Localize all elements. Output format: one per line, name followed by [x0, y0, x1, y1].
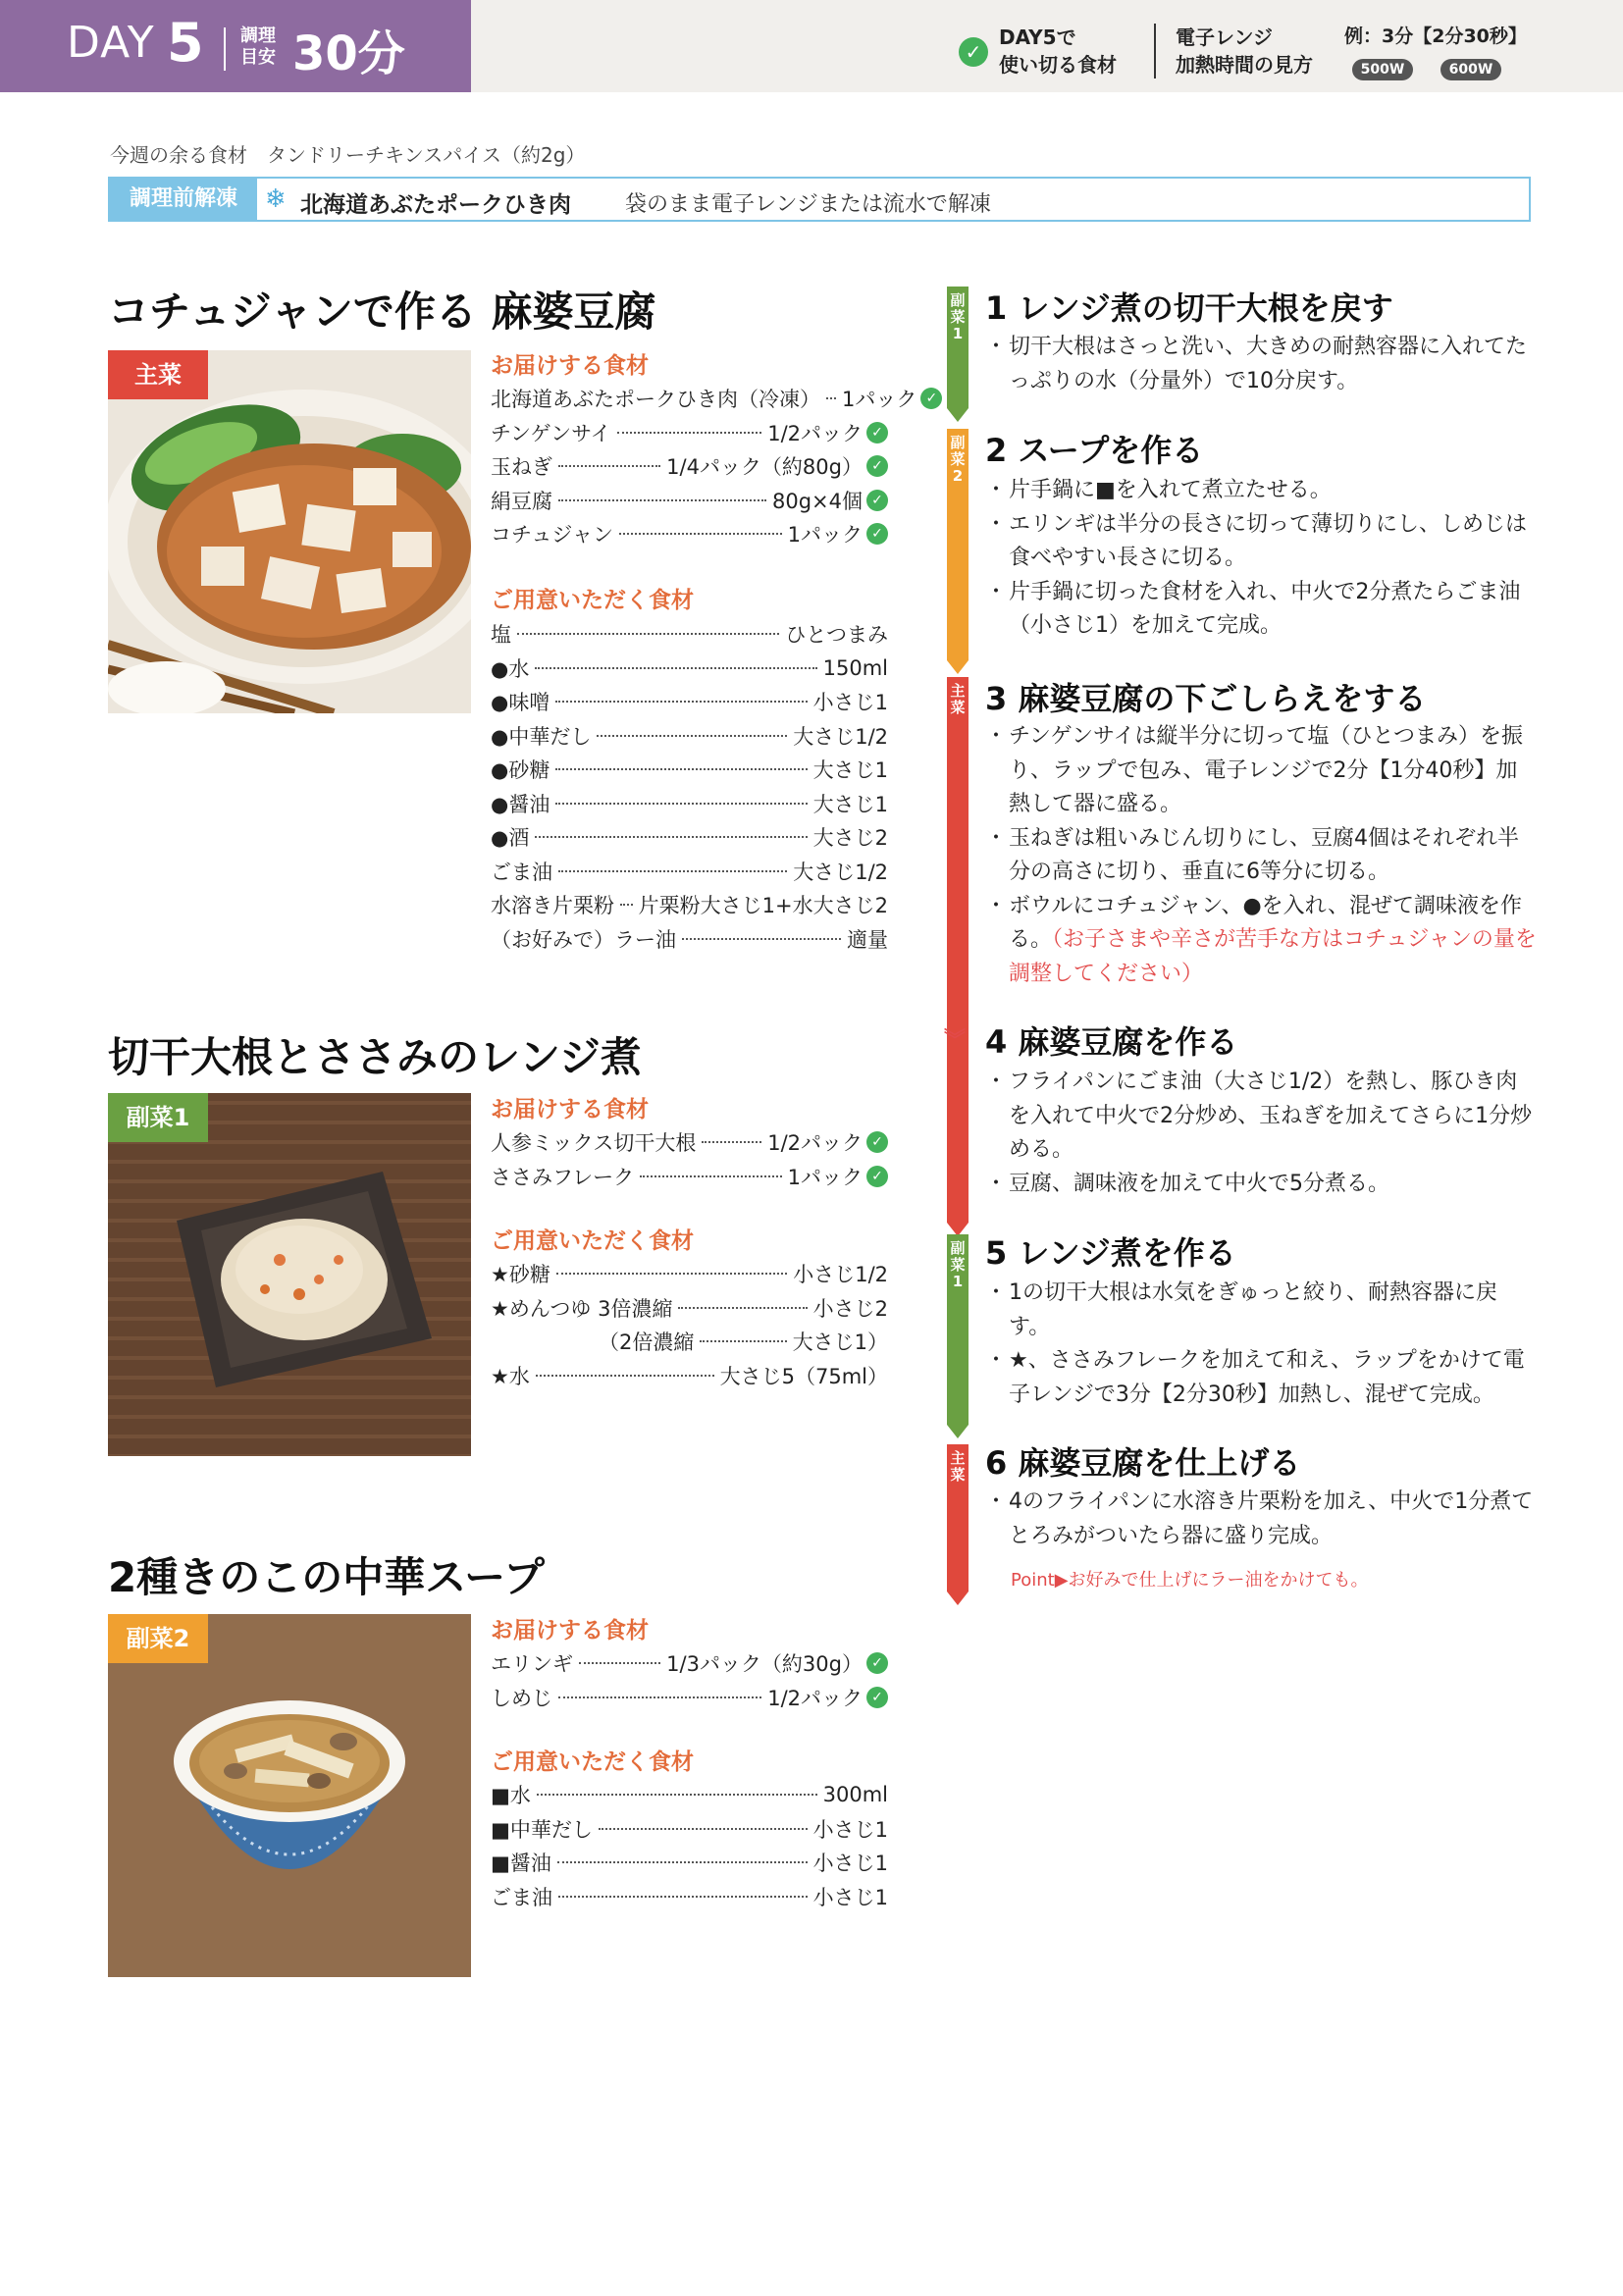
step-5-title: 5 レンジ煮を作る: [985, 1234, 1236, 1272]
ingredient-name: ★めんつゆ 3倍濃縮: [491, 1296, 673, 1321]
microwave-label: [1176, 24, 1313, 78]
ingredient-quantity: ひとつまみ: [785, 623, 888, 648]
dish-title-side2: 2種きのこの中華スープ: [108, 1553, 546, 1601]
thaw-box: [108, 177, 1531, 222]
check-icon: ✓: [920, 388, 942, 409]
ingredient-quantity: 小さじ2: [812, 1296, 888, 1321]
tag-main-dish: 主菜: [108, 350, 208, 399]
dot-leader: [619, 533, 782, 535]
watt-500-badge: 500W: [1352, 59, 1413, 80]
dot-leader: [555, 701, 807, 703]
check-icon: ✓: [959, 37, 988, 67]
step-tag: 副 菜 1: [950, 291, 966, 342]
ingredient-row: [491, 1778, 888, 1812]
step-4-title: 4 麻婆豆腐を作る: [985, 1023, 1238, 1061]
ingredient-name: しめじ: [491, 1686, 552, 1710]
cook-time-label-line2: 目安: [240, 47, 276, 68]
day-label: DAY: [67, 18, 155, 68]
ingredient-row: [491, 1125, 888, 1160]
step-5-body: [989, 1277, 1539, 1412]
header-bar: [0, 0, 1623, 92]
check-icon: ✓: [866, 1131, 888, 1153]
step-3-bullet: [989, 890, 1539, 992]
check-icon: ✓: [866, 1652, 888, 1674]
thaw-method: 袋のまま電子レンジまたは流水で解凍: [625, 192, 991, 217]
ingredient-row: [491, 382, 938, 416]
dot-leader: [558, 870, 787, 872]
check-icon: ✓: [866, 1166, 888, 1187]
step-2-bullet: ・ エリンギは半分の長さに切って薄切りにし、しめじは食べやすい長さに切る。: [989, 508, 1539, 576]
check-icon: ✓: [866, 490, 888, 511]
ingredient-quantity: 大さじ2: [812, 826, 888, 851]
dot-leader: [556, 1273, 787, 1275]
ingredient-row: [491, 517, 888, 551]
use-up-line1: DAY5で: [999, 26, 1076, 49]
ingredient-row: [491, 820, 888, 855]
dot-leader: [535, 667, 816, 669]
ingredient-name: ごま油: [491, 860, 552, 884]
ingredient-quantity: 小さじ1/2: [793, 1263, 888, 1287]
ingredient-quantity: 小さじ1: [812, 1885, 888, 1909]
ingredient-quantity: 150ml: [822, 655, 888, 680]
step-3-body: [989, 720, 1539, 991]
ingredient-name: エリンギ: [491, 1652, 573, 1677]
step-3-title: 3 麻婆豆腐の下ごしらえをする: [985, 680, 1427, 717]
step-4-bullet: ・ フライパンにごま油（大さじ1/2）を熱し、豚ひき肉を入れて中火で2分炒め、玉ねぎを加えてさらに1分炒める。: [989, 1066, 1539, 1168]
dish-photo-mushroom-soup: [108, 1614, 471, 1977]
delivered-heading: お届けする食材: [491, 1618, 649, 1644]
leftover-note: 今週の余る食材 タンドリーチキンスパイス（約2g）: [110, 143, 586, 167]
dot-leader: [555, 768, 807, 770]
ingredient-row: [491, 1681, 888, 1715]
prepare-heading: ご用意いただく食材: [491, 1749, 694, 1775]
dot-leader: [558, 1696, 761, 1698]
delivered-list-side2: [491, 1646, 888, 1714]
ingredient-row: [491, 1291, 888, 1326]
dot-leader: [535, 836, 807, 838]
step-2-body: [989, 474, 1539, 644]
ingredient-name: ■水: [491, 1784, 531, 1808]
step-bar-main: [947, 1444, 969, 1592]
dot-leader: [597, 735, 787, 737]
dish-title-main: コチュジャンで作る 麻婆豆腐: [108, 287, 656, 336]
tag-side-dish-1: 副菜1: [108, 1093, 208, 1142]
bar-tip: [947, 1425, 969, 1438]
dot-leader: [579, 1662, 660, 1664]
ingredient-row: [491, 1846, 888, 1880]
step-1-body: [989, 331, 1539, 398]
step-6-bullet: ・ 4のフライパンに水溶き片栗粉を加え、中火で1分煮てとろみがついたら器に盛り完成。: [989, 1486, 1539, 1553]
dot-leader: [555, 803, 807, 805]
ingredient-name: チンゲンサイ: [491, 421, 611, 445]
ingredient-name: 玉ねぎ: [491, 455, 552, 480]
ingredient-name: ●酒: [491, 826, 530, 851]
chevron-down-icon: ︾: [944, 1028, 967, 1053]
ingredient-quantity: 1パック: [787, 523, 863, 548]
ingredient-quantity: 80g×4個: [771, 489, 863, 513]
ingredient-row: [491, 922, 888, 957]
check-icon: ✓: [866, 1687, 888, 1708]
step-1-bullet: ・ 切干大根はさっと洗い、大きめの耐熱容器に入れてたっぷりの水（分量外）で10分戻す。: [989, 331, 1539, 398]
step-4-bullet: ・ 豆腐、調味液を加えて中火で5分煮る。: [989, 1168, 1539, 1202]
microwave-example: 例：3分【2分30秒】: [1344, 26, 1527, 47]
ingredient-row: [491, 787, 888, 821]
dot-leader: [537, 1794, 817, 1796]
ingredient-quantity: 1パック: [787, 1165, 863, 1189]
ingredient-row: [491, 855, 888, 889]
step-6-body: [989, 1486, 1539, 1553]
step-5-bullet: ・ 1の切干大根は水気をぎゅっと絞り、耐熱容器に戻す。: [989, 1277, 1539, 1344]
bar-tip: [947, 660, 969, 674]
step-5-bullet: ・ ★、ささみフレークを加えて和え、ラップをかけて電子レンジで3分【2分30秒】加熱し、混ぜて完成。: [989, 1344, 1539, 1412]
dot-leader: [617, 432, 762, 434]
ingredient-quantity: 1/3パック（約30g）: [666, 1652, 863, 1677]
dot-leader: [620, 904, 633, 906]
ingredient-row: [491, 1880, 888, 1914]
dish-photo-mapo-tofu: [108, 350, 471, 713]
ingredient-name: （お好みで）ラー油: [491, 927, 676, 952]
day-number: 5: [167, 12, 204, 74]
ingredient-row: [491, 719, 888, 754]
ingredient-row: [491, 484, 888, 518]
dot-leader: [599, 1828, 808, 1830]
snowflake-icon: ❄: [265, 184, 287, 214]
ingredient-name: 絹豆腐: [491, 489, 552, 513]
thaw-label: 調理前解凍: [110, 179, 257, 220]
ingredient-quantity: 1/2パック: [767, 421, 863, 445]
delivered-heading: お届けする食材: [491, 1097, 649, 1122]
step-3-note: （お子さまや辛さが苦手な方はコチュジャンの量を調整してください）: [1009, 927, 1537, 986]
ingredient-row: [491, 1646, 888, 1681]
cook-time-label-line1: 調理: [240, 26, 276, 46]
use-up-line2: 使い切る食材: [999, 53, 1117, 77]
divider: [1154, 24, 1156, 78]
step-tag: 副 菜 1: [950, 1239, 966, 1290]
ingredient-row: [491, 652, 888, 686]
ingredient-row: [491, 753, 888, 787]
ingredient-name: ★水: [491, 1364, 530, 1388]
dot-leader: [558, 499, 766, 501]
check-icon: ✓: [866, 422, 888, 444]
ingredient-name: ●砂糖: [491, 758, 550, 783]
step-6-title: 6 麻婆豆腐を仕上げる: [985, 1444, 1301, 1482]
prepare-list-side1: [491, 1257, 888, 1392]
step-1-title: 1 レンジ煮の切干大根を戻す: [985, 289, 1393, 327]
ingredient-name: ●味噌: [491, 691, 550, 715]
ingredient-quantity: 大さじ1: [812, 758, 888, 783]
ingredient-row: [491, 1812, 888, 1847]
microwave-line1: 電子レンジ: [1176, 26, 1273, 49]
mushroom-soup-illustration: [108, 1614, 471, 1977]
kiriboshi-illustration: [108, 1093, 471, 1456]
ingredient-name: ●醤油: [491, 792, 550, 816]
divider: [224, 27, 226, 71]
ingredient-quantity: 大さじ5（75ml）: [719, 1364, 888, 1388]
thaw-item: 北海道あぶたポークひき肉: [300, 192, 571, 218]
ingredient-name: ●中華だし: [491, 724, 592, 749]
ingredient-name: 塩: [491, 623, 511, 648]
step-3-bullet: ・ チンゲンサイは縦半分に切って塩（ひとつまみ）を振り、ラップで包み、電子レンジで2分【1分40秒】加熱して器に盛る。: [989, 720, 1539, 822]
watt-600-badge: 600W: [1440, 59, 1501, 80]
step-tag: 主 菜: [950, 1449, 966, 1484]
point-note: Point▶お好みで仕上げにラー油をかけても。: [1011, 1570, 1369, 1591]
ingredient-name: ■中華だし: [491, 1817, 593, 1842]
ingredient-quantity: 1/2パック: [767, 1686, 863, 1710]
prepare-list-main: [491, 617, 888, 956]
step-bar-side2: [947, 429, 969, 660]
ingredient-name: ささみフレーク: [491, 1165, 635, 1189]
bar-tip: [947, 1592, 969, 1605]
ingredient-row: [491, 1160, 888, 1194]
ingredient-quantity: 小さじ1: [812, 691, 888, 715]
ingredient-quantity: 小さじ1: [812, 1817, 888, 1842]
ingredient-quantity: 1/4パック（約80g）: [666, 455, 863, 480]
dot-leader: [678, 1307, 807, 1309]
ingredient-name: コチュジャン: [491, 523, 613, 548]
ingredient-row: [491, 1325, 888, 1359]
dot-leader: [517, 633, 779, 635]
bar-tip: [947, 408, 969, 422]
dot-leader: [557, 1861, 808, 1863]
dot-leader: [682, 938, 841, 940]
dot-leader: [702, 1141, 761, 1143]
ingredient-row: [491, 617, 888, 652]
step-bar-main: [947, 677, 969, 1223]
step-3-bullet: ・ 玉ねぎは粗いみじん切りにし、豆腐4個はそれぞれ半分の高さに切り、垂直に6等分に切る。: [989, 822, 1539, 890]
cook-time: 30分: [292, 26, 405, 81]
dot-leader: [826, 397, 836, 399]
ingredient-quantity: 片栗粉大さじ1+水大さじ2: [638, 894, 888, 918]
delivered-list-main: [491, 382, 938, 551]
ingredient-quantity: 大さじ1）: [792, 1331, 888, 1355]
dot-leader: [558, 465, 660, 467]
ingredient-row: [491, 888, 888, 922]
step-2-title: 2 スープを作る: [985, 432, 1204, 469]
ingredient-quantity: 300ml: [822, 1783, 888, 1807]
ingredient-row: [491, 1359, 888, 1393]
ingredient-quantity: 大さじ1: [812, 792, 888, 816]
ingredient-quantity: 1/2パック: [767, 1131, 863, 1156]
step-bar-side1: [947, 1234, 969, 1425]
dish-photo-kiriboshi: [108, 1093, 471, 1456]
dish-title-side1: 切干大根とささみのレンジ煮: [108, 1033, 642, 1081]
step-tag: 副 菜 2: [950, 434, 966, 485]
ingredient-row: [491, 1257, 888, 1291]
step-2-bullet: ・ 片手鍋に■を入れて煮立たせる。: [989, 474, 1539, 508]
step-3-bullet-text: ボウルにコチュジャン、●を入れ、混ぜて調味液を作る。: [1009, 893, 1522, 952]
ingredient-quantity: 小さじ1: [812, 1852, 888, 1876]
ingredient-name: （2倍濃縮: [599, 1331, 695, 1355]
dot-leader: [700, 1340, 786, 1342]
ingredient-row: [491, 685, 888, 719]
prepare-heading: ご用意いただく食材: [491, 1228, 694, 1254]
prepare-heading: ご用意いただく食材: [491, 588, 694, 613]
dot-leader: [640, 1175, 781, 1177]
ingredient-name: ■醤油: [491, 1852, 551, 1876]
cook-time-label: [240, 26, 284, 69]
check-icon: ✓: [866, 455, 888, 477]
ingredient-quantity: 適量: [847, 927, 888, 952]
ingredient-row: [491, 449, 888, 484]
ingredient-name: ●水: [491, 656, 530, 681]
prepare-list-side2: [491, 1778, 888, 1913]
step-bar-side1: [947, 287, 969, 408]
microwave-line2: 加熱時間の見方: [1176, 53, 1313, 77]
step-tag: 主 菜: [950, 682, 966, 716]
ingredient-name: 北海道あぶたポークひき肉（冷凍）: [491, 388, 820, 412]
mapo-tofu-illustration: [108, 350, 471, 713]
ingredient-quantity: 大さじ1/2: [793, 724, 888, 749]
check-icon: ✓: [866, 523, 888, 545]
day-tab: [0, 0, 471, 92]
ingredient-quantity: 1パック: [842, 388, 917, 412]
ingredient-name: 水溶き片栗粉: [491, 894, 614, 918]
ingredient-quantity: 大さじ1/2: [793, 860, 888, 884]
ingredient-name: 人参ミックス切干大根: [491, 1131, 697, 1156]
step-4-body: [989, 1066, 1539, 1201]
tag-side-dish-2: 副菜2: [108, 1614, 208, 1663]
use-up-label: [999, 24, 1117, 78]
delivered-heading: お届けする食材: [491, 353, 649, 379]
dot-leader: [558, 1896, 808, 1898]
ingredient-name: ごま油: [491, 1885, 552, 1909]
ingredient-row: [491, 416, 888, 450]
step-2-bullet: ・ 片手鍋に切った食材を入れ、中火で2分煮たらごま油（小さじ1）を加えて完成。: [989, 576, 1539, 644]
ingredient-name: ★砂糖: [491, 1263, 550, 1287]
dot-leader: [536, 1375, 714, 1377]
delivered-list-side1: [491, 1125, 888, 1193]
